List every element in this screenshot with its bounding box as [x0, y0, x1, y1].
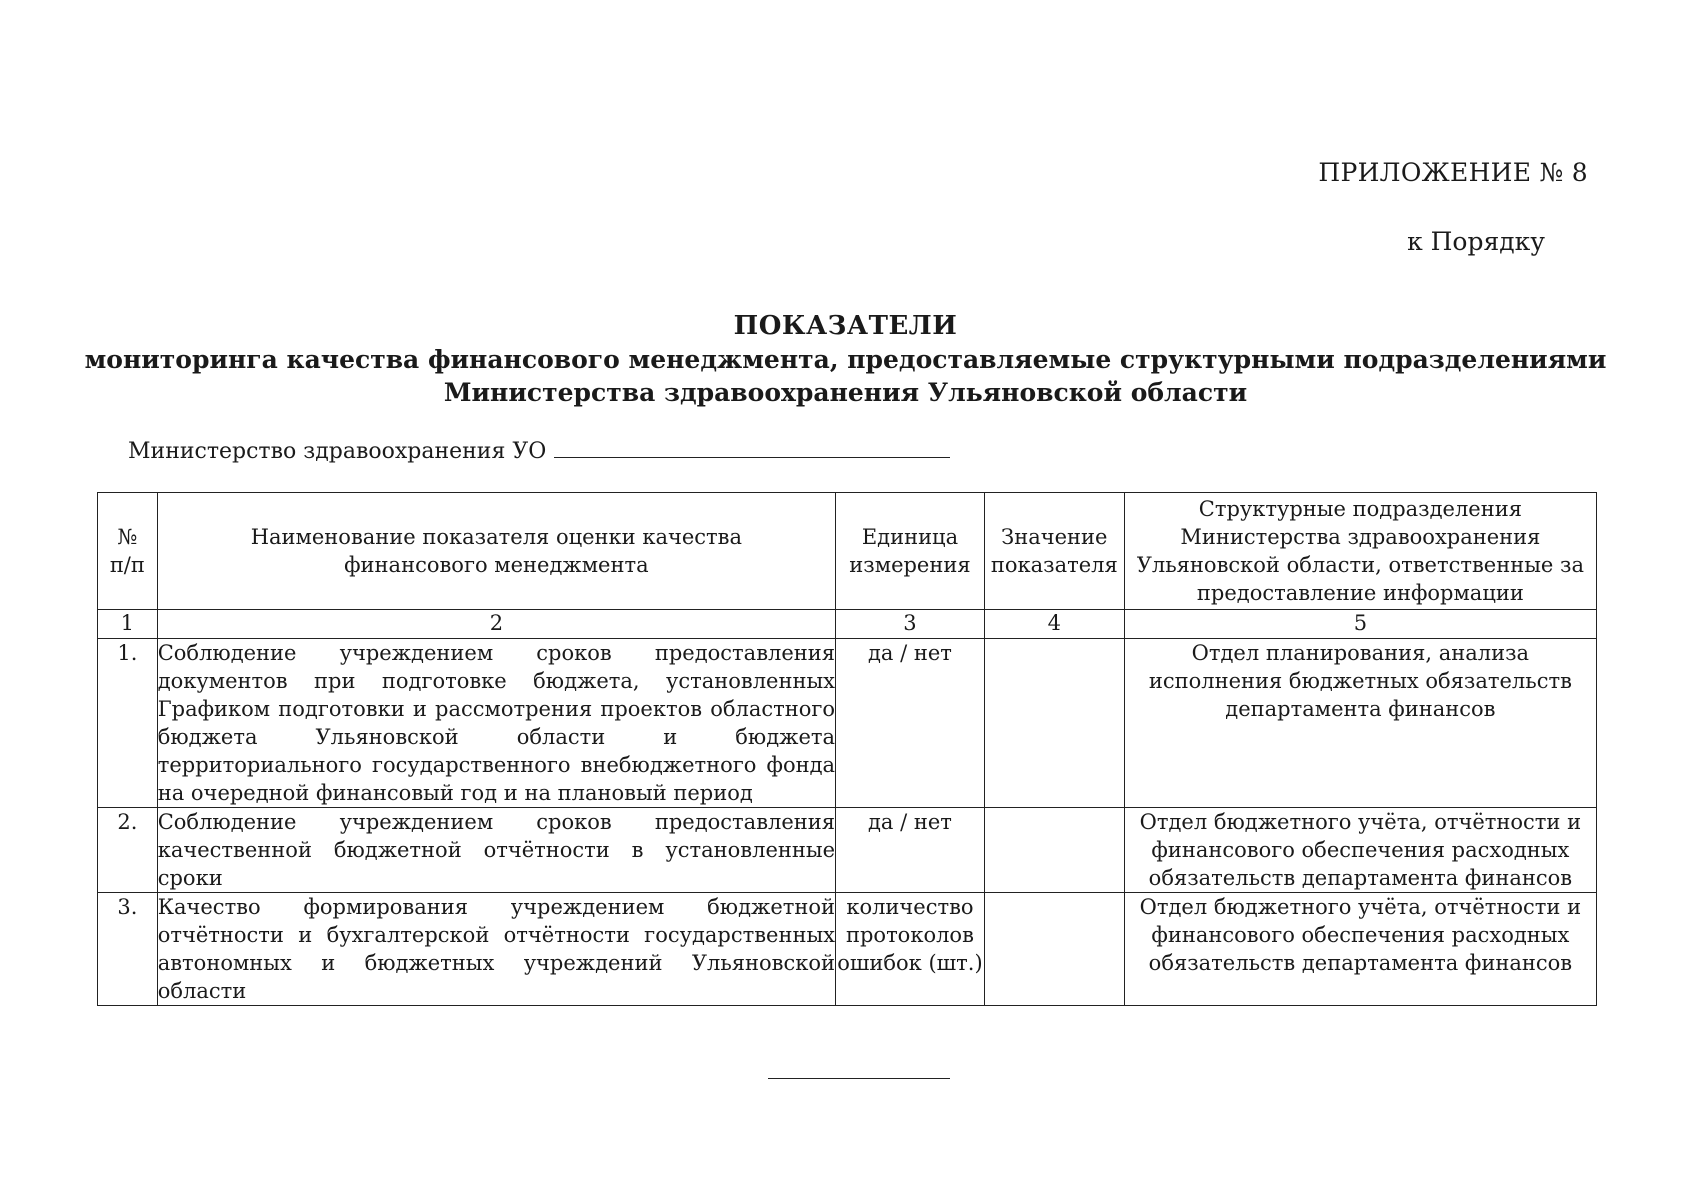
- column-number: 1: [98, 610, 158, 639]
- row-indicator-name: Соблюдение учреждением сроков предоставления качественной бюджетной отчётности в установленные сроки: [157, 808, 835, 893]
- table-row: [98, 639, 1597, 808]
- row-num: 2.: [98, 808, 158, 893]
- column-number: 3: [836, 610, 985, 639]
- row-num: 1.: [98, 639, 158, 808]
- row-value: [984, 893, 1124, 1006]
- row-responsible: Отдел бюджетного учёта, отчётности и финансового обеспечения расходных обязательств департамента финансов: [1124, 808, 1596, 893]
- table-header-row: [98, 493, 1597, 610]
- indicators-table: [97, 492, 1597, 1006]
- header-unit: Единица измерения: [836, 493, 985, 610]
- closing-divider: [768, 1078, 950, 1079]
- header-value: Значение показателя: [984, 493, 1124, 610]
- row-unit: количество протоколов ошибок (шт.): [836, 893, 985, 1006]
- header-responsible: Структурные подразделения Министерства здравоохранения Ульяновской области, ответственные за предоставление информации: [1124, 493, 1596, 610]
- row-unit: да / нет: [836, 808, 985, 893]
- ministry-blank-field: [554, 437, 950, 458]
- heading-line-3: Министерства здравоохранения Ульяновской области: [443, 378, 1248, 407]
- table-row: [98, 808, 1597, 893]
- row-unit: да / нет: [836, 639, 985, 808]
- appendix-title: ПРИЛОЖЕНИЕ № 8: [1318, 158, 1588, 187]
- header-name: Наименование показателя оценки качества финансового менеджмента: [157, 493, 835, 610]
- row-indicator-name: Качество формирования учреждением бюджетной отчётности и бухгалтерской отчётности государственных автономных и бюджетных учреждений Ульяновской области: [157, 893, 835, 1006]
- header-num: № п/п: [98, 493, 158, 610]
- column-number: 2: [157, 610, 835, 639]
- ministry-line: [128, 437, 950, 464]
- table-row: [98, 893, 1597, 1006]
- row-responsible: Отдел бюджетного учёта, отчётности и финансового обеспечения расходных обязательств департамента финансов: [1124, 893, 1596, 1006]
- ministry-label: Министерство здравоохранения УО: [128, 439, 547, 464]
- row-indicator-name: Соблюдение учреждением сроков предоставления документов при подготовке бюджета, установленных Графиком подготовки и рассмотрения проектов областного бюджета Ульяновской области и бюджета территориального государственного внебюджетного фонда на очередной финансовый год и на плановый период: [157, 639, 835, 808]
- row-value: [984, 808, 1124, 893]
- document-heading: [0, 310, 1691, 409]
- column-numbers-row: [98, 610, 1597, 639]
- row-responsible: Отдел планирования, анализа исполнения бюджетных обязательств департамента финансов: [1124, 639, 1596, 808]
- column-number: 4: [984, 610, 1124, 639]
- row-value: [984, 639, 1124, 808]
- column-number: 5: [1124, 610, 1596, 639]
- heading-line-2: мониторинга качества финансового менеджмента, предоставляемые структурными подразделениями: [84, 345, 1607, 374]
- heading-main: ПОКАЗАТЕЛИ: [733, 311, 958, 341]
- row-num: 3.: [98, 893, 158, 1006]
- appendix-subtitle: к Порядку: [1407, 227, 1545, 256]
